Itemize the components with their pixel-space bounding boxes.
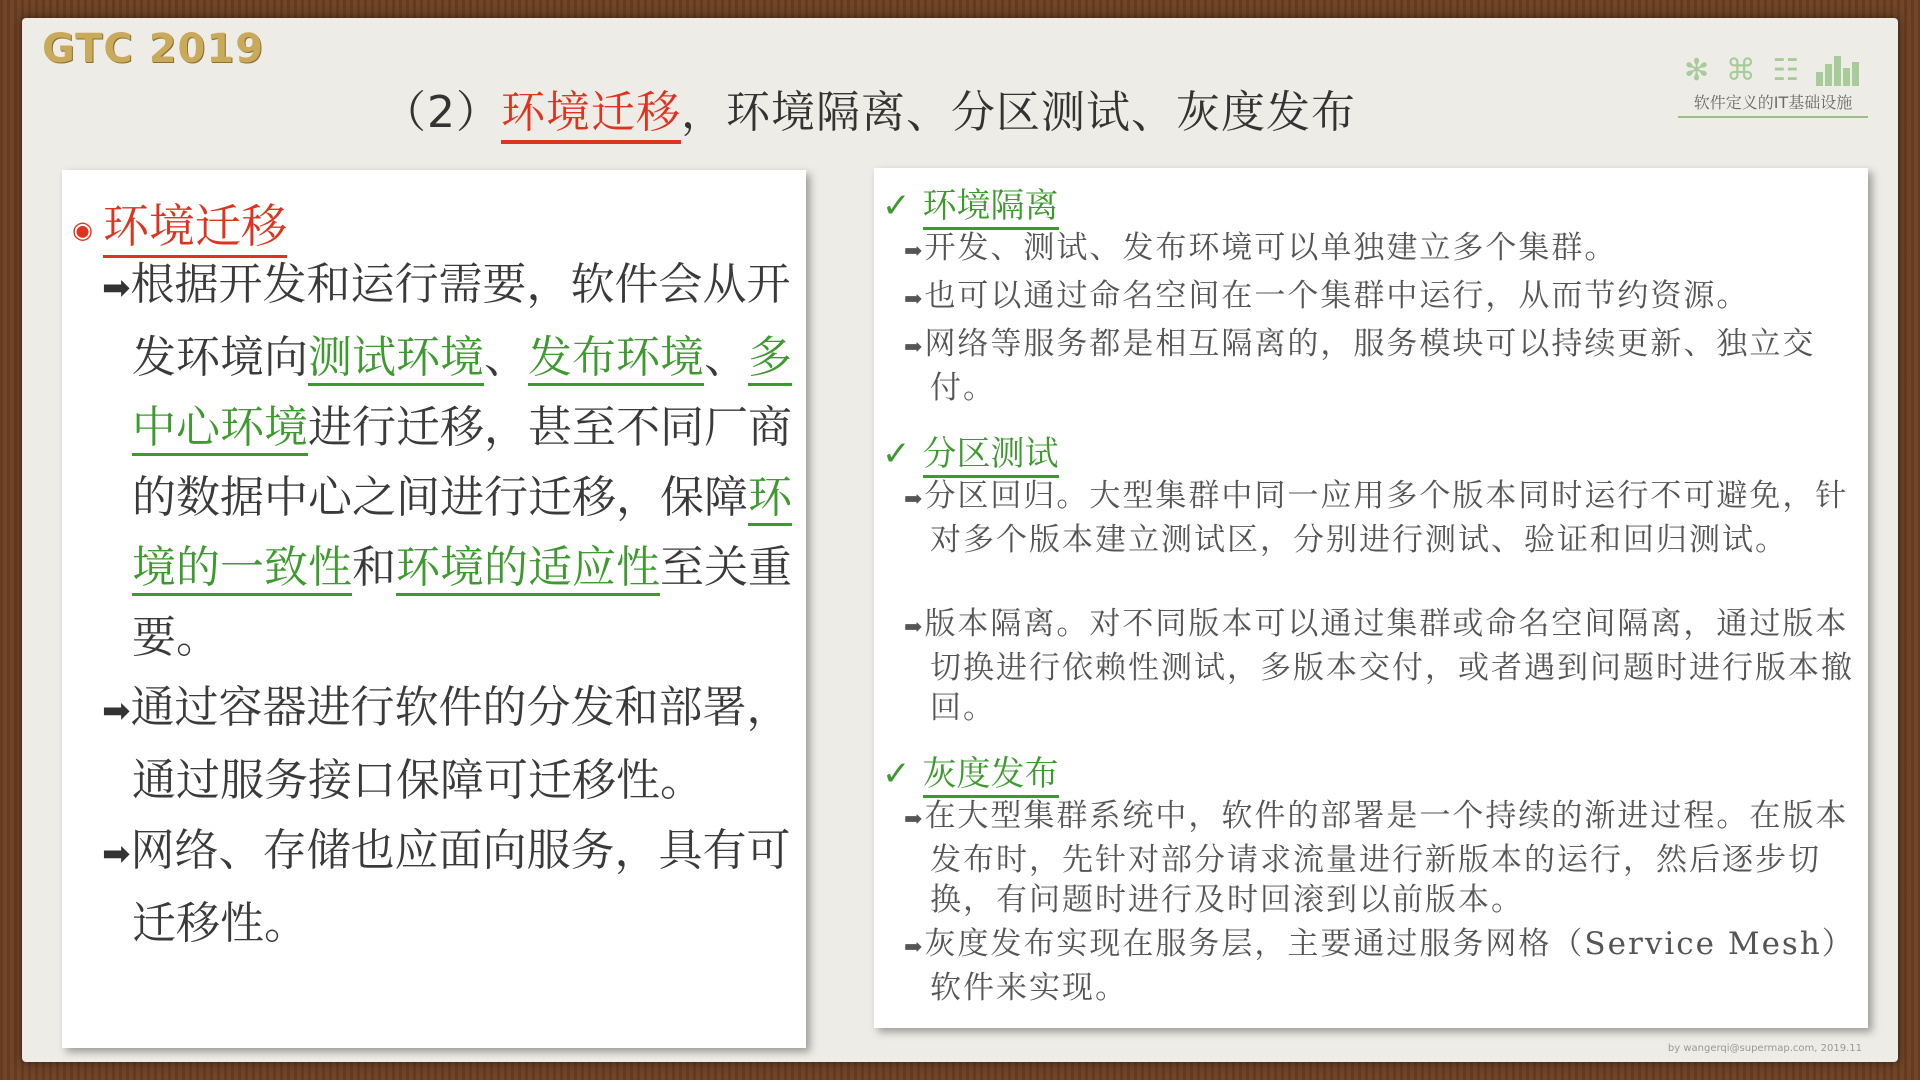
term-multicenter-env: 多中心环境 [132, 332, 792, 456]
list-item: ➡版本隔离。对不同版本可以通过集群或命名空间隔离，通过版本切换进行依赖性测试，多版本交付，或者遇到问题时进行版本撤回。 [904, 606, 1854, 726]
hierarchy-icon: ☷ [1772, 53, 1800, 88]
left-paragraph-3: ➡网络、存储也应面向服务，具有可迁移性。 [102, 825, 791, 949]
title-prefix: （2） [382, 87, 501, 138]
check-icon: ✓ [882, 186, 911, 226]
left-panel [62, 170, 806, 1048]
gtc-logo: GTC 2019 [42, 26, 265, 72]
nodes-icon: ⌘ [1725, 53, 1756, 88]
arrow-icon: ➡ [904, 287, 925, 312]
left-heading [72, 190, 287, 256]
footer-credit: by wangerqi@supermap.com, 2019.11 [1667, 1043, 1862, 1054]
list-item: ➡分区回归。大型集群中同一应用多个版本同时运行不可避免，针对多个版本建立测试区，分别进行测试、验证和回归测试。 [904, 478, 1849, 558]
term-consistency: 环境的一致性 [132, 472, 792, 596]
check-icon: ✓ [882, 434, 911, 474]
left-paragraph-2: ➡通过容器进行软件的分发和部署，通过服务接口保障可迁移性。 [102, 682, 791, 806]
section-heading: ✓ 分区测试 [882, 426, 1059, 475]
term-release-env: 发布环境 [528, 332, 704, 386]
arrow-icon: ➡ [102, 268, 131, 308]
brand-icons [1678, 46, 1868, 86]
arrow-icon: ➡ [904, 335, 925, 360]
list-item: ➡开发、测试、发布环境可以单独建立多个集群。 [904, 230, 1618, 266]
brand-block [1678, 46, 1868, 118]
network-icon: ✻ [1684, 53, 1710, 88]
list-item: ➡网络等服务都是相互隔离的，服务模块可以持续更新、独立交付。 [904, 326, 1816, 406]
title-rest: ，环境隔离、分区测试、灰度发布 [681, 87, 1356, 138]
slide [22, 18, 1898, 1062]
check-icon: ✓ [882, 754, 911, 794]
list-item: ➡在大型集群系统中，软件的部署是一个持续的渐进过程。在版本发布时，先针对部分请求流量进行新版本的运行，然后逐步切换，有问题时进行及时回滚到以前版本。 [904, 798, 1849, 918]
term-adaptability: 环境的适应性 [396, 542, 660, 596]
arrow-icon: ➡ [904, 487, 925, 512]
left-body [92, 250, 792, 959]
left-paragraph-1: ➡根据开发和运行需要，软件会从开发环境向测试环境、发布环境、多中心环境进行迁移，甚至不同厂商的数据中心之间进行迁移，保障环境的一致性和环境的适应性至关重要。 [102, 259, 792, 663]
section-heading: ✓ 环境隔离 [882, 178, 1059, 227]
list-item: ➡也可以通过命名空间在一个集群中运行，从而节约资源。 [904, 278, 1750, 314]
right-panel [874, 168, 1868, 1028]
arrow-icon: ➡ [904, 239, 925, 264]
brand-caption: 软件定义的IT基础设施 [1678, 90, 1868, 118]
title-highlight: 环境迁移 [501, 87, 681, 144]
arrow-icon: ➡ [904, 935, 925, 960]
arrow-icon: ➡ [102, 834, 131, 874]
target-bullet-icon: ◉ [72, 215, 93, 244]
slide-title [382, 76, 1356, 140]
arrow-icon: ➡ [904, 807, 925, 832]
list-item: ➡灰度发布实现在服务层，主要通过服务网格（Service Mesh）软件来实现。 [904, 926, 1855, 1006]
city-icon [1816, 56, 1862, 86]
left-heading-text: 环境迁移 [103, 199, 287, 258]
section-heading: ✓ 灰度发布 [882, 746, 1059, 795]
arrow-icon: ➡ [904, 615, 925, 640]
term-test-env: 测试环境 [308, 332, 484, 386]
arrow-icon: ➡ [102, 691, 131, 731]
